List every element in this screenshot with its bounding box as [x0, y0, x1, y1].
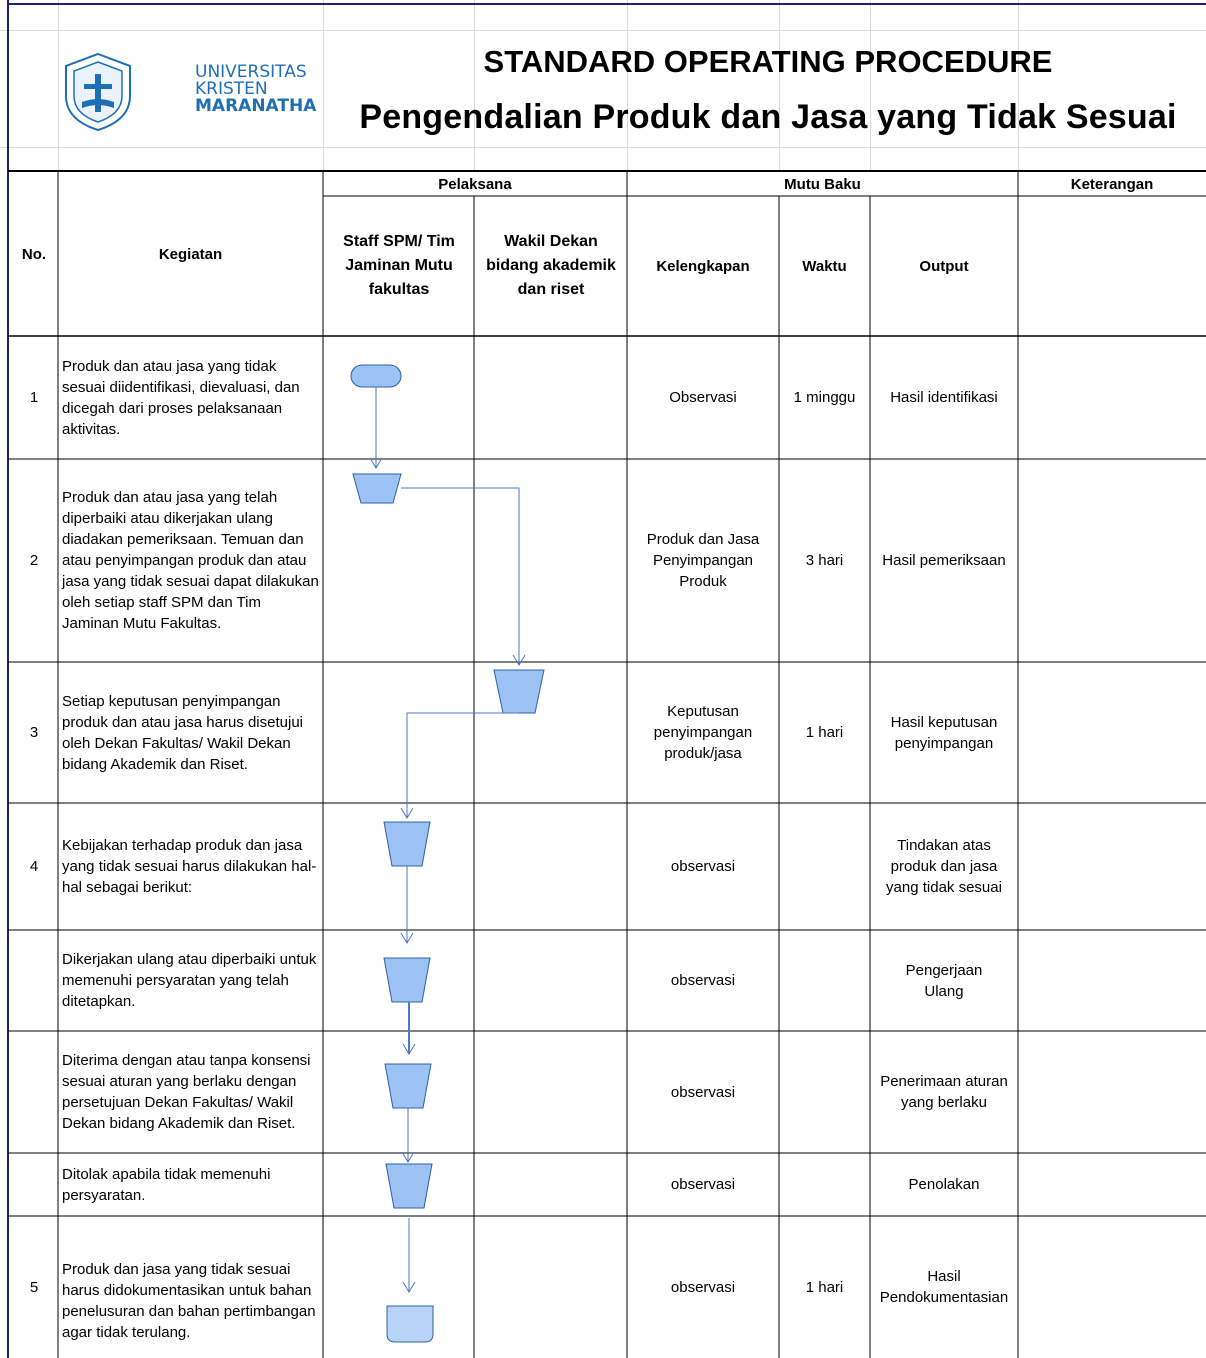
university-seal-icon — [58, 50, 138, 134]
row-4b-kelengkapan: observasi — [670, 1083, 736, 1101]
group-header-mutu-baku: Mutu Baku — [784, 175, 861, 193]
row-1-kelengkapan: Observasi — [669, 389, 737, 406]
column-header-wakil: Wakil Dekan bidang akademik dan riset — [486, 233, 616, 298]
row-5-kelengkapan: observasi — [670, 1278, 736, 1296]
column-header-output: Output — [919, 257, 969, 275]
row-2-no: 2 — [29, 552, 39, 569]
row-1-waktu: 1 minggu — [793, 389, 856, 406]
logo-line-2: KRISTEN — [195, 79, 268, 99]
row-4a-kelengkapan: observasi — [670, 972, 736, 989]
group-header-keterangan: Keterangan — [1070, 175, 1154, 193]
university-logo — [58, 50, 317, 136]
row-4b-kegiatan: Diterima dengan atau tanpa konsensi sesuai aturan yang berlaku dengan persetujuan Dekan Fakultas/ Wakil Dekan bidang Akademik dan Riset. — [62, 1052, 311, 1132]
row-4a-output: Pengerjaan Ulang — [905, 961, 983, 1000]
group-header-pelaksana: Pelaksana — [438, 175, 512, 193]
row-4-no: 4 — [29, 858, 39, 875]
row-1-kegiatan: Produk dan atau jasa yang tidak sesuai diidentifikasi, dievaluasi, dan dicegah dari proses pelaksanaan aktivitas. — [62, 357, 300, 438]
row-4b-waktu — [779, 1031, 870, 1153]
row-3-no: 3 — [29, 724, 39, 741]
row-5-kegiatan: Produk dan jasa yang tidak sesuai harus didokumentasikan untuk bahan penelusuran dan bahan pertimbangan agar tidak terulang. — [62, 1261, 316, 1341]
row-3-output: Hasil keputusan penyimpangan — [890, 713, 998, 752]
row-4c-kelengkapan: observasi — [670, 1176, 736, 1193]
row-4a-waktu — [779, 930, 870, 1031]
row-2-output: Hasil pemeriksaan — [882, 552, 1006, 569]
row-4-kegiatan: Kebijakan terhadap produk dan jasa yang tidak sesuai harus dilakukan hal-hal sebagai berikut: — [62, 837, 317, 896]
row-4-kelengkapan: observasi — [670, 858, 736, 875]
row-3-kelengkapan: Keputusan penyimpangan produk/jasa — [653, 703, 753, 762]
logo-line-3: MARANATHA — [195, 96, 317, 116]
page-subtitle: Pengendalian Produk dan Jasa yang Tidak Sesuai — [359, 98, 1177, 136]
row-4c-output: Penolakan — [908, 1176, 980, 1193]
logo-line-1: UNIVERSITAS — [195, 62, 307, 82]
row-3-waktu: 1 hari — [805, 724, 844, 741]
column-header-waktu: Waktu — [802, 257, 847, 275]
column-header-staff: Staff SPM/ Tim Jaminan Mutu fakultas — [343, 233, 455, 298]
row-4b-no — [10, 1031, 58, 1153]
row-4a-no — [10, 930, 58, 1031]
row-4c-waktu — [779, 1153, 870, 1216]
row-4b-output: Penerimaan aturan yang berlaku — [880, 1073, 1008, 1111]
row-3-kegiatan: Setiap keputusan penyimpangan produk dan atau jasa harus disetujui oleh Dekan Fakultas/ Wakil Dekan bidang Akademik dan Riset. — [62, 692, 303, 773]
column-header-no: No. — [21, 245, 47, 263]
row-1-no: 1 — [29, 389, 39, 406]
row-5-waktu: 1 hari — [805, 1278, 844, 1296]
row-4c-no — [10, 1153, 58, 1216]
row-4-waktu — [779, 803, 870, 930]
row-5-no: 5 — [29, 1278, 39, 1296]
row-2-kelengkapan: Produk dan Jasa Penyimpangan Produk — [646, 531, 760, 590]
row-2-waktu: 3 hari — [805, 552, 844, 569]
row-4a-kegiatan: Dikerjakan ulang atau diperbaiki untuk memenuhi persyaratan yang telah ditetapkan. — [62, 951, 317, 1010]
row-1-output: Hasil identifikasi — [890, 389, 998, 406]
row-5-output: Hasil Pendokumentasian — [879, 1268, 1009, 1306]
column-header-kelengkapan: Kelengkapan — [656, 257, 750, 275]
column-header-kegiatan: Kegiatan — [158, 245, 223, 263]
row-4-output: Tindakan atas produk dan jasa yang tidak sesuai — [886, 837, 1002, 896]
row-2-kegiatan: Produk dan atau jasa yang telah diperbaiki atau dikerjakan ulang diadakan pemeriksaan. Temuan dan atau penyimpangan produk dan atau jasa yang tidak sesuai dapat dilakukan oleh setiap staff SPM dan Tim Jaminan Mutu Fakultas. — [62, 489, 319, 632]
row-4c-kegiatan: Ditolak apabila tidak memenuhi persyaratan. — [62, 1165, 271, 1204]
page-title: STANDARD OPERATING PROCEDURE — [483, 44, 1053, 79]
